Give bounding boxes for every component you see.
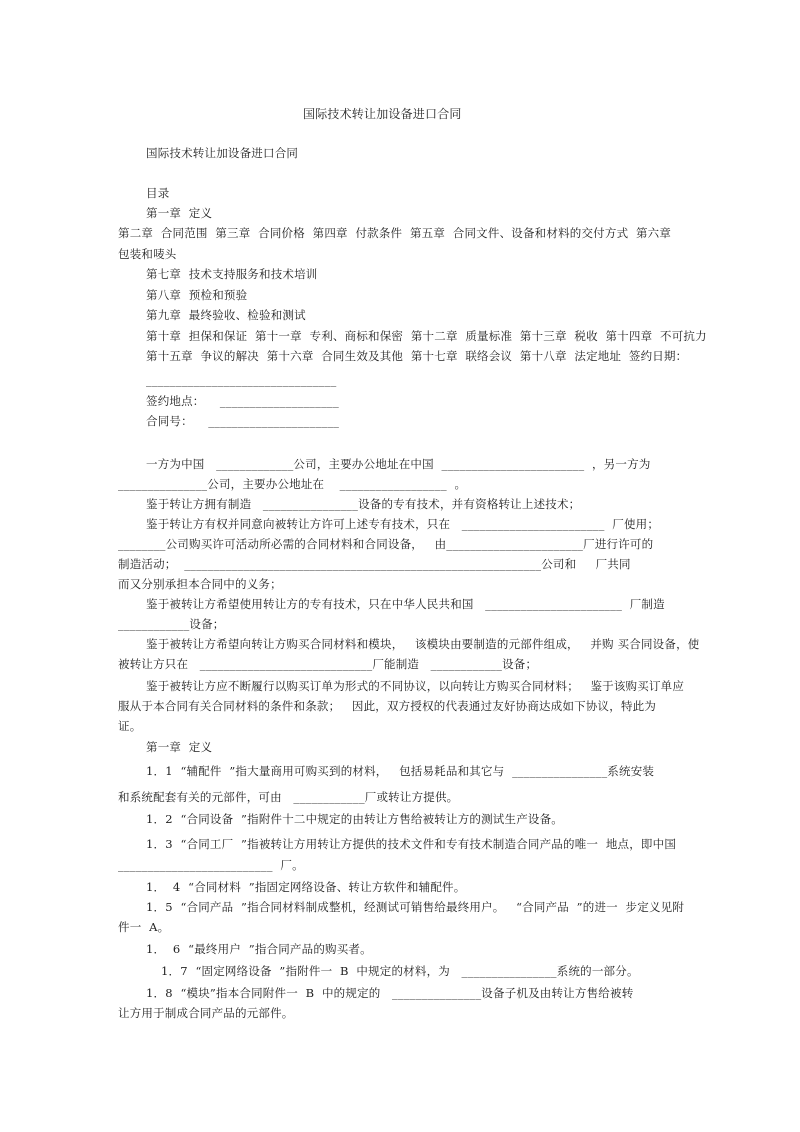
body-line: 鉴于被转让方应不断履行以购买订单为形式的不同协议，以向转让方购买合同材料； 鉴于该购买订单应: [146, 679, 685, 693]
sign-place: 签约地点： ____________________: [146, 394, 339, 408]
definition-line: 和系统配套有关的元部件，可由 ____________厂或转让方提供。: [118, 790, 459, 804]
doc-title: 国际技术转让加设备进口合同: [303, 107, 462, 121]
definition-line: 1．8 “模块”指本合同附件一 B 中的规定的 _______________设备子机及由转让方售给被转: [146, 986, 634, 1000]
chapter-heading: 第一章 定义: [146, 740, 213, 754]
toc-line: 第二章 合同范围 第三章 合同价格 第四章 付款条件 第五章 合同文件、设备和材料的交付方式 第六章: [118, 226, 672, 240]
body-line: 鉴于转让方有权并同意向被转让方许可上述专有技术，只在 ________________________ 厂使用；: [146, 517, 660, 531]
body-line: _______________公司，主要办公地址在 __________________ 。: [118, 477, 467, 491]
definition-line: 让方用于制成合同产品的元部件。: [118, 1006, 294, 1020]
definition-line: 1． 6 “最终用户 ”指合同产品的购买者。: [146, 942, 372, 956]
body-line: 鉴于转让方拥有制造 ________________设备的专有技术，并有资格转让上述技术；: [146, 497, 581, 511]
body-line: 制造活动； ____________________________________________________________公司和 厂共同: [118, 557, 631, 571]
toc-line: 第七章 技术支持服务和技术培训: [146, 267, 318, 281]
body-line: 被转让方只在 _____________________________厂能制造 ____________设备；: [118, 657, 538, 671]
toc-line: 包装和唛头: [118, 247, 177, 261]
sign-date-blank: ________________________________: [146, 373, 337, 387]
doc-subtitle: 国际技术转让加设备进口合同: [146, 146, 299, 160]
definition-line: 1． 4 “合同材料 ”指固定网络设备、转让方软件和辅配件。: [146, 880, 466, 894]
body-line: ____________设备；: [118, 617, 225, 631]
definition-line: __________________________ 厂。: [118, 858, 304, 872]
toc-line: 第十章 担保和保证 第十一章 专利、商标和保密 第十二章 质量标准 第十三章 税收 第十四章 不可抗力: [146, 329, 707, 343]
body-line: 而又分别承担本合同中的义务；: [118, 577, 282, 591]
toc-line: 第九章 最终验收、检验和测试: [146, 308, 306, 322]
definition-line: 件一 A。: [118, 920, 170, 934]
definition-line: 1．1 “辅配件 ”指大量商用可购买到的材料， 包括易耗品和其它与 ________________系统安装: [146, 764, 655, 778]
body-line: 鉴于被转让方希望使用转让方的专有技术，只在中华人民共和国 _______________________ 厂制造: [146, 597, 665, 611]
definition-line: 1．5 “合同产品 ”指合同材料制成整机，经测试可销售给最终用户。 “合同产品 ”的进一 步定义见附: [146, 900, 685, 914]
definition-line: 1．7 “固定网络设备 ”指附件一 B 中规定的材料，为 ________________系统的一部分。: [161, 964, 639, 978]
toc-line: 第八章 预检和预验: [146, 288, 248, 302]
body-line: 鉴于被转让方希望向转让方购买合同材料和模块， 该模块由要制造的元部件组成， 并购 买合同设备，使: [146, 637, 700, 651]
body-line: 服从于本合同有关合同材料的条件和条款； 因此，双方授权的代表通过友好协商达成如下协议，特此为: [118, 699, 657, 713]
toc-label: 目录: [146, 186, 170, 200]
body-line: 证。: [118, 719, 142, 733]
definition-line: 1．2 “合同设备 ”指附件十二中规定的由转让方售给被转让方的测试生产设备。: [146, 812, 564, 826]
toc-line: 第一章 定义: [146, 206, 213, 220]
body-line: ________公司购买许可活动所必需的合同材料和合同设备， 由_______________________厂进行许可的: [118, 537, 654, 551]
contract-number: 合同号： ______________________: [146, 414, 340, 428]
body-line: 一方为中国 _____________公司，主要办公地址在中国 ________________________ ，另一方为: [146, 457, 651, 471]
definition-line: 1．3 “合同工厂 ”指被转让方用转让方提供的技术文件和专有技术制造合同产品的唯一 地点，即中国: [146, 837, 677, 851]
toc-line: 第十五章 争议的解决 第十六章 合同生效及其他 第十七章 联络会议 第十八章 法定地址 签约日期：: [146, 349, 688, 363]
